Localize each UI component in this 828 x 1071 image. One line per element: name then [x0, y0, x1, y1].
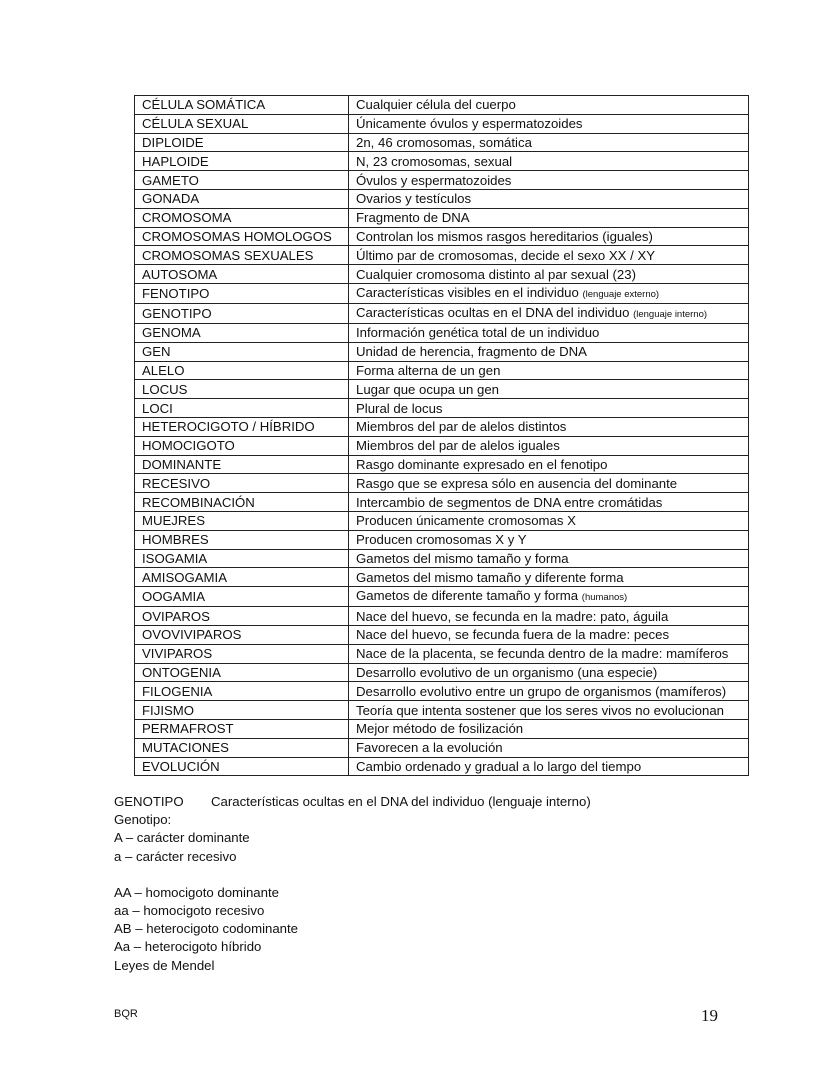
- definition-text: Mejor método de fosilización: [356, 721, 524, 737]
- table-row: [135, 227, 749, 246]
- genotype-notes: [114, 793, 591, 975]
- definition-text: Plural de locus: [356, 400, 443, 416]
- term-cell: VIVIPAROS: [135, 644, 349, 663]
- definition-cell: [349, 114, 749, 133]
- definition-cell: [349, 644, 749, 663]
- term-cell: GEN: [135, 342, 349, 361]
- definition-cell: [349, 265, 749, 284]
- definition-cell: [349, 342, 749, 361]
- definition-cell: [349, 380, 749, 399]
- definition-text: Intercambio de segmentos de DNA entre cromátidas: [356, 494, 663, 510]
- term-cell: GENOTIPO: [135, 303, 349, 323]
- table-row: [135, 283, 749, 303]
- definition-text: Ovarios y testículos: [356, 191, 472, 207]
- definition-note: (humanos): [581, 592, 628, 604]
- definition-text: Forma alterna de un gen: [356, 362, 501, 378]
- table-row: [135, 380, 749, 399]
- table-row: [135, 246, 749, 265]
- table-row: [135, 511, 749, 530]
- term-cell: FENOTIPO: [135, 283, 349, 303]
- term-cell: GENOMA: [135, 323, 349, 342]
- term-cell: AMISOGAMIA: [135, 568, 349, 587]
- table-row: [135, 701, 749, 720]
- term-cell: PERMAFROST: [135, 719, 349, 738]
- definition-cell: [349, 152, 749, 171]
- definition-cell: [349, 455, 749, 474]
- footer-author: BQR: [114, 1008, 138, 1020]
- notes-line: A – carácter dominante: [114, 830, 250, 846]
- notes-line: Genotipo:: [114, 812, 172, 828]
- definition-text: Rasgo que se expresa sólo en ausencia del dominante: [356, 475, 678, 491]
- definition-cell: [349, 399, 749, 418]
- table-row: [135, 625, 749, 644]
- definition-cell: [349, 417, 749, 436]
- notes-line: AB – heterocigoto codominante: [114, 921, 299, 937]
- notes-line: aa – homocigoto recesivo: [114, 902, 265, 918]
- definition-cell: [349, 189, 749, 208]
- term-cell: OVIPAROS: [135, 607, 349, 626]
- table-row: [135, 493, 749, 512]
- table-row: [135, 587, 749, 607]
- definition-cell: [349, 474, 749, 493]
- definition-text: Características ocultas en el DNA del individuo: [356, 304, 630, 320]
- table-row: [135, 436, 749, 455]
- table-row: [135, 361, 749, 380]
- definition-cell: [349, 227, 749, 246]
- table-row: [135, 265, 749, 284]
- definition-text: Nace del huevo, se fecunda fuera de la madre: peces: [356, 627, 670, 643]
- definition-cell: [349, 549, 749, 568]
- term-cell: CROMOSOMA: [135, 208, 349, 227]
- term-cell: GONADA: [135, 189, 349, 208]
- definition-cell: [349, 625, 749, 644]
- term-cell: RECESIVO: [135, 474, 349, 493]
- term-cell: GAMETO: [135, 171, 349, 190]
- table-row: [135, 189, 749, 208]
- table-row: [135, 133, 749, 152]
- term-cell: AUTOSOMA: [135, 265, 349, 284]
- definition-text: Producen únicamente cromosomas X: [356, 513, 576, 529]
- definition-cell: [349, 663, 749, 682]
- term-cell: MUEJRES: [135, 511, 349, 530]
- definition-cell: [349, 701, 749, 720]
- table-row: [135, 568, 749, 587]
- term-cell: ALELO: [135, 361, 349, 380]
- definition-text: Características visibles en el individuo: [356, 284, 579, 300]
- glossary-body: [135, 96, 749, 776]
- page-number: 19: [701, 1006, 718, 1025]
- table-row: [135, 208, 749, 227]
- definition-text: Controlan los mismos rasgos hereditarios (iguales): [356, 228, 653, 244]
- definition-cell: [349, 511, 749, 530]
- term-cell: MUTACIONES: [135, 738, 349, 757]
- definition-cell: [349, 587, 749, 607]
- definition-text: Unidad de herencia, fragmento de DNA: [356, 344, 587, 360]
- definition-text: Información genética total de un individuo: [356, 325, 600, 341]
- term-cell: DOMINANTE: [135, 455, 349, 474]
- table-row: [135, 417, 749, 436]
- table-row: [135, 738, 749, 757]
- definition-text: Miembros del par de alelos iguales: [356, 438, 560, 454]
- definition-text: Gametos del mismo tamaño y diferente forma: [356, 569, 624, 585]
- term-cell: LOCI: [135, 399, 349, 418]
- definition-text: Nace de la placenta, se fecunda dentro de la madre: mamíferos: [356, 646, 729, 662]
- table-row: [135, 96, 749, 115]
- notes-line: a – carácter recesivo: [114, 848, 237, 864]
- definition-text: Gametos de diferente tamaño y forma: [356, 588, 579, 604]
- definition-text: Rasgo dominante expresado en el fenotipo: [356, 456, 608, 472]
- definition-text: Desarrollo evolutivo de un organismo (una especie): [356, 664, 658, 680]
- definition-text: Favorecen a la evolución: [356, 740, 503, 756]
- term-cell: CROMOSOMAS SEXUALES: [135, 246, 349, 265]
- definition-text: Gametos del mismo tamaño y forma: [356, 550, 569, 566]
- definition-cell: [349, 682, 749, 701]
- definition-cell: [349, 436, 749, 455]
- table-row: [135, 114, 749, 133]
- definition-cell: [349, 96, 749, 115]
- definition-cell: [349, 361, 749, 380]
- definition-cell: [349, 757, 749, 776]
- notes-line: Leyes de Mendel: [114, 957, 215, 973]
- definition-cell: [349, 133, 749, 152]
- term-cell: EVOLUCIÓN: [135, 757, 349, 776]
- definition-text: Lugar que ocupa un gen: [356, 381, 499, 397]
- definition-cell: [349, 246, 749, 265]
- notes-heading-term: GENOTIPO: [114, 794, 184, 809]
- term-cell: ISOGAMIA: [135, 549, 349, 568]
- term-cell: RECOMBINACIÓN: [135, 493, 349, 512]
- notes-heading: [114, 793, 591, 811]
- definition-text: Óvulos y espermatozoides: [356, 172, 512, 188]
- term-cell: CÉLULA SEXUAL: [135, 114, 349, 133]
- table-row: [135, 682, 749, 701]
- definition-cell: [349, 530, 749, 549]
- table-row: [135, 757, 749, 776]
- table-row: [135, 474, 749, 493]
- definition-cell: [349, 568, 749, 587]
- table-row: [135, 399, 749, 418]
- table-row: [135, 549, 749, 568]
- notes-line: Aa – heterocigoto híbrido: [114, 939, 262, 955]
- notes-heading-definition: Características ocultas en el DNA del individuo (lenguaje interno): [211, 794, 591, 809]
- definition-cell: [349, 323, 749, 342]
- definition-text: Fragmento de DNA: [356, 210, 470, 226]
- table-row: [135, 607, 749, 626]
- table-row: [135, 303, 749, 323]
- term-cell: FIJISMO: [135, 701, 349, 720]
- term-cell: ONTOGENIA: [135, 663, 349, 682]
- definition-text: Cualquier célula del cuerpo: [356, 97, 516, 113]
- definition-cell: [349, 719, 749, 738]
- definition-cell: [349, 303, 749, 323]
- definition-cell: [349, 493, 749, 512]
- table-row: [135, 342, 749, 361]
- term-cell: LOCUS: [135, 380, 349, 399]
- definition-text: Producen cromosomas X y Y: [356, 532, 527, 548]
- table-row: [135, 530, 749, 549]
- definition-text: Nace del huevo, se fecunda en la madre: pato, águila: [356, 608, 669, 624]
- definition-text: Cambio ordenado y gradual a lo largo del tiempo: [356, 758, 642, 774]
- definition-text: Únicamente óvulos y espermatozoides: [356, 116, 583, 132]
- definition-cell: [349, 738, 749, 757]
- definition-cell: [349, 283, 749, 303]
- table-row: [135, 663, 749, 682]
- definition-cell: [349, 607, 749, 626]
- definition-text: 2n, 46 cromosomas, somática: [356, 134, 532, 150]
- definition-note: (lenguaje interno): [633, 308, 708, 320]
- definition-text: Último par de cromosomas, decide el sexo XX / XY: [356, 247, 656, 263]
- term-cell: CÉLULA SOMÁTICA: [135, 96, 349, 115]
- term-cell: CROMOSOMAS HOMOLOGOS: [135, 227, 349, 246]
- term-cell: OOGAMIA: [135, 587, 349, 607]
- definition-note: (lenguaje externo): [582, 288, 660, 300]
- notes-line: AA – homocigoto dominante: [114, 884, 279, 900]
- term-cell: HOMBRES: [135, 530, 349, 549]
- definition-cell: [349, 171, 749, 190]
- term-cell: DIPLOIDE: [135, 133, 349, 152]
- definition-text: Teoría que intenta sostener que los seres vivos no evolucionan: [356, 702, 725, 718]
- definition-cell: [349, 208, 749, 227]
- definition-text: Miembros del par de alelos distintos: [356, 419, 567, 435]
- term-cell: OVOVIVIPAROS: [135, 625, 349, 644]
- table-row: [135, 719, 749, 738]
- table-row: [135, 152, 749, 171]
- definition-text: Desarrollo evolutivo entre un grupo de organismos (mamíferos): [356, 683, 727, 699]
- term-cell: HETEROCIGOTO / HÍBRIDO: [135, 417, 349, 436]
- term-cell: HAPLOIDE: [135, 152, 349, 171]
- definition-text: N, 23 cromosomas, sexual: [356, 153, 513, 169]
- glossary-table: [134, 95, 749, 776]
- term-cell: FILOGENIA: [135, 682, 349, 701]
- table-row: [135, 171, 749, 190]
- term-cell: HOMOCIGOTO: [135, 436, 349, 455]
- definition-text: Cualquier cromosoma distinto al par sexual (23): [356, 266, 636, 282]
- table-row: [135, 644, 749, 663]
- table-row: [135, 455, 749, 474]
- table-row: [135, 323, 749, 342]
